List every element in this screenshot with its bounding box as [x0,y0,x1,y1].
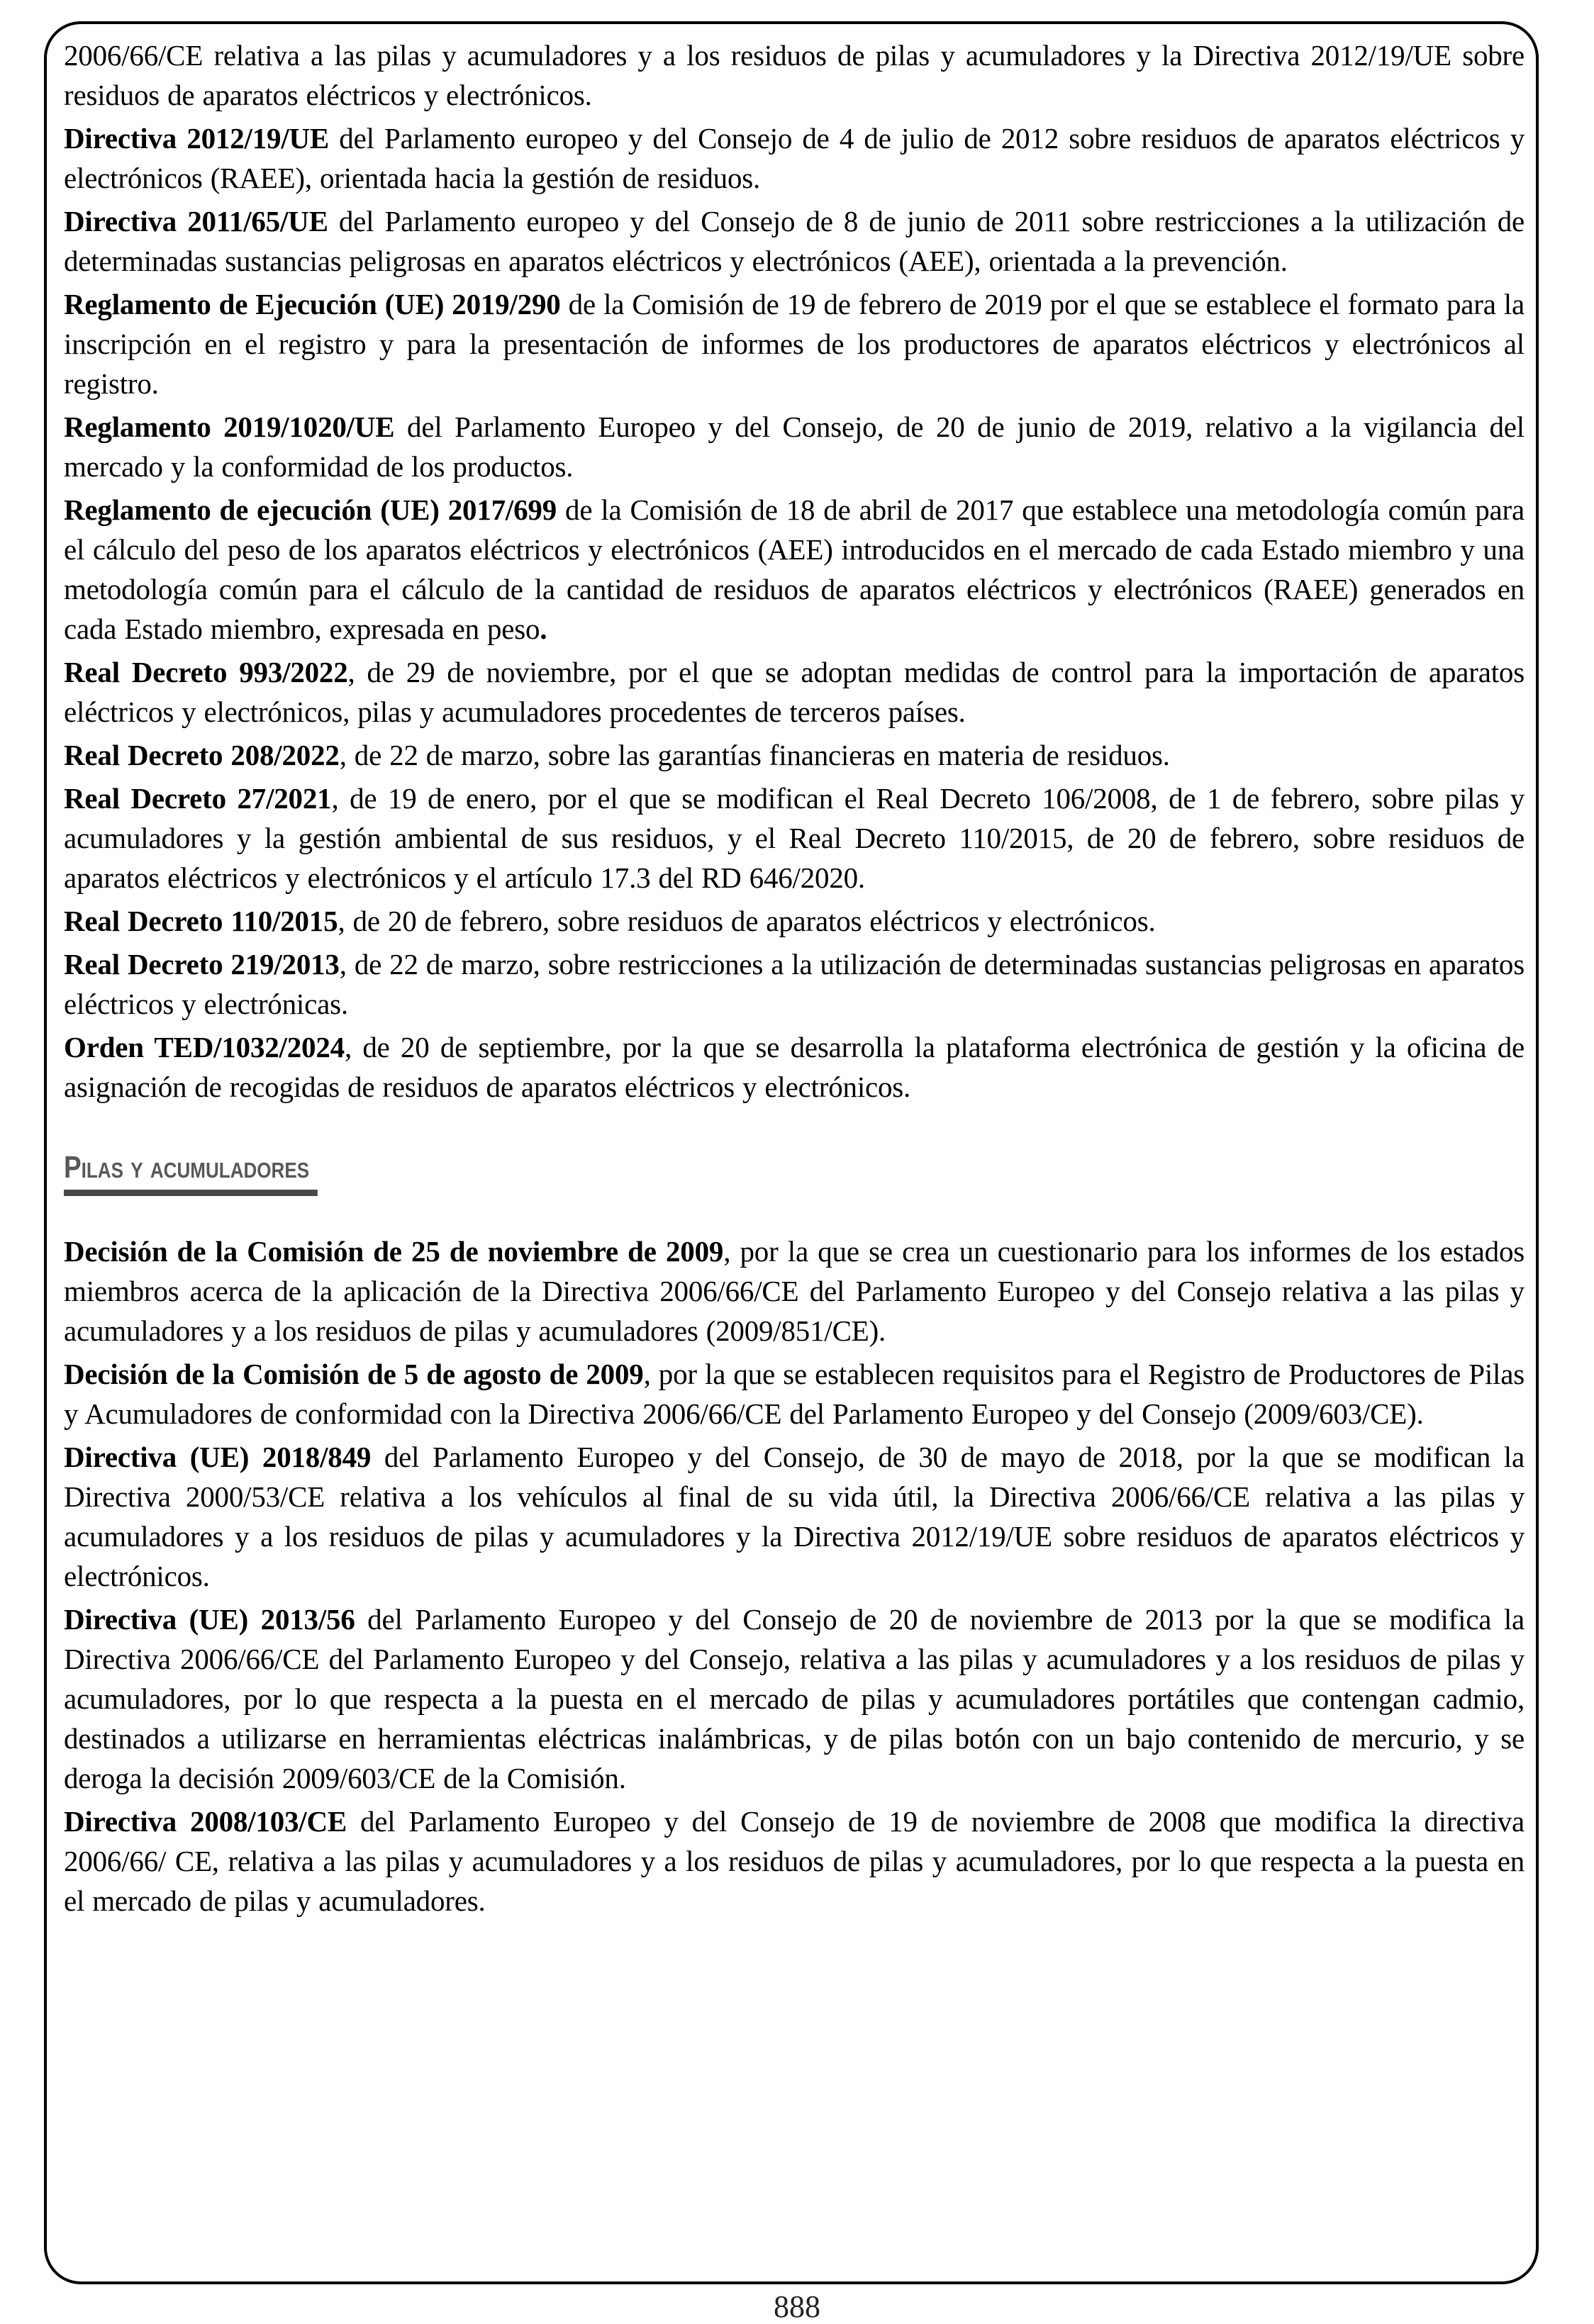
legal-item-reference: Real Decreto 27/2021 [64,782,332,815]
legal-item-description: , por la que se crea un cuestionario para los informes de los estados miembros acerca de la aplicación de la Directiva 2006/66/CE del Parlamento Europeo y del Consejo relativa a las pilas y acumuladores y a los residuos de pilas y acumuladores (2009/851/CE). [64,1235,1525,1347]
legal-item-description: de la Comisión de 19 de febrero de 2019 por el que se establece el formato para la inscripción en el registro y para la presentación de informes de los productores de aparatos eléctricos y electrónicos al registro. [64,288,1525,400]
legal-item [64,1801,1525,1921]
legal-item [64,118,1525,198]
section-heading-text: Pilas y acumuladores [64,1151,318,1196]
legal-item-reference: Directiva 2012/19/UE [64,122,330,155]
legal-item-reference: Real Decreto 993/2022 [64,656,348,688]
legal-item-reference: Orden TED/1032/2024 [64,1031,345,1063]
legal-item [64,735,1525,775]
legal-item [64,1437,1525,1596]
legal-item [64,490,1525,649]
legal-item-description: , de 20 de febrero, sobre residuos de aparatos eléctricos y electrónicos. [338,905,1156,937]
legal-item-description: del Parlamento Europeo y del Consejo de 20 de noviembre de 2013 por la que se modifica la Directiva 2006/66/CE del Parlamento Europeo y del Consejo, relativa a las pilas y acumuladores y a los residuos de pilas y acumuladores, por lo que respecta a la puesta en el mercado de pilas y acumuladores portátiles que contengan cadmio, destinados a utilizarse en herramientas eléctricas inalámbricas, y de pilas botón con un bajo contenido de mercurio, y se deroga la decisión 2009/603/CE de la Comisión. [64,1603,1525,1794]
legal-list-pilas [64,1231,1525,1921]
legal-item-description: , de 22 de marzo, sobre restricciones a la utilización de determinadas sustancias peligrosas en aparatos eléctricos y electrónicas. [64,948,1525,1020]
legal-item-description: , de 19 de enero, por el que se modifican el Real Decreto 106/2008, de 1 de febrero, sobre pilas y acumuladores y la gestión ambiental de sus residuos, y el Real Decreto 110/2015, de 20 de febrero, sobre residuos de aparatos eléctricos y electrónicos y el artículo 17.3 del RD 646/2020. [64,782,1525,894]
legal-item-reference: Directiva 2011/65/UE [64,205,328,238]
legal-item-reference: Reglamento de Ejecución (UE) 2019/290 [64,288,561,320]
section-heading [64,1151,1525,1196]
legal-item [64,944,1525,1024]
legal-item-description: del Parlamento Europeo y del Consejo de 19 de noviembre de 2008 que modifica la directiva 2006/66/ CE, relativa a las pilas y acumuladores y a los residuos de pilas y acumuladores, por lo que respecta a la puesta en el mercado de pilas y acumuladores. [64,1805,1525,1917]
legal-item-description: del Parlamento Europeo y del Consejo, de 30 de mayo de 2018, por la que se modifican la Directiva 2000/53/CE relativa a los vehículos al final de su vida útil, la Directiva 2006/66/CE relativa a las pilas y acumuladores y a los residuos de pilas y acumuladores y la Directiva 2012/19/UE sobre residuos de aparatos eléctricos y electrónicos. [64,1441,1525,1592]
legal-item [64,407,1525,486]
legal-item [64,778,1525,898]
legal-item-reference: Directiva (UE) 2013/56 [64,1603,355,1636]
page-number: 888 [774,2289,820,2324]
legal-list-raee [64,35,1525,1107]
legal-item-reference: Decisión de la Comisión de 25 de noviembre de 2009 [64,1235,724,1268]
legal-item-description: del Parlamento europeo y del Consejo de 8 de junio de 2011 sobre restricciones a la utilización de determinadas sustancias peligrosas en aparatos eléctricos y electrónicos (AEE), orientada a la prevención. [64,205,1525,277]
legal-item [64,652,1525,732]
legal-item-description: del Parlamento Europeo y del Consejo, de 20 de junio de 2019, relativo a la vigilancia del mercado y la conformidad de los productos. [64,410,1525,483]
legal-item [64,1231,1525,1351]
legal-item-reference: Directiva 2008/103/CE [64,1805,347,1838]
legal-item [64,201,1525,281]
legal-item-reference: Real Decreto 110/2015 [64,905,338,937]
page-content [64,35,1525,1924]
legal-item [64,284,1525,403]
legal-item-description: , por la que se establecen requisitos para el Registro de Productores de Pilas y Acumuladores de conformidad con la Directiva 2006/66/CE del Parlamento Europeo y del Consejo (2009/603/CE). [64,1358,1525,1430]
legal-item-reference: Reglamento 2019/1020/UE [64,410,395,443]
legal-item-reference: Directiva (UE) 2018/849 [64,1441,372,1473]
legal-item-description: , de 20 de septiembre, por la que se desarrolla la plataforma electrónica de gestión y la oficina de asignación de recogidas de residuos de aparatos eléctricos y electrónicos. [64,1031,1525,1103]
legal-item-description: 2006/66/CE relativa a las pilas y acumuladores y a los residuos de pilas y acumuladores y la Directiva 2012/19/UE sobre residuos de aparatos eléctricos y electrónicos. [64,39,1525,111]
legal-item-reference: Reglamento de ejecución (UE) 2017/699 [64,493,557,526]
legal-item [64,35,1525,115]
legal-item [64,1027,1525,1107]
legal-item [64,1599,1525,1798]
legal-item [64,901,1525,941]
legal-item-description: , de 29 de noviembre, por el que se adoptan medidas de control para la importación de aparatos eléctricos y electrónicos, pilas y acumuladores procedentes de terceros países. [64,656,1525,728]
legal-item-description: del Parlamento europeo y del Consejo de 4 de julio de 2012 sobre residuos de aparatos eléctricos y electrónicos (RAEE), orientada hacia la gestión de residuos. [64,122,1525,194]
legal-item-bold-suffix: . [540,613,547,645]
legal-item-description: de la Comisión de 18 de abril de 2017 que establece una metodología común para el cálculo del peso de los aparatos eléctricos y electrónicos (AEE) introducidos en el mercado de cada Estado miembro y una metodología común para el cálculo de la cantidad de residuos de aparatos eléctricos y electrónicos (RAEE) generados en cada Estado miembro, expresada en peso [64,493,1525,645]
legal-item-reference: Real Decreto 219/2013 [64,948,340,981]
legal-item-description: , de 22 de marzo, sobre las garantías financieras en materia de residuos. [339,739,1170,771]
legal-item [64,1354,1525,1434]
legal-item-reference: Decisión de la Comisión de 5 de agosto de 2009 [64,1358,644,1390]
legal-item-reference: Real Decreto 208/2022 [64,739,340,771]
